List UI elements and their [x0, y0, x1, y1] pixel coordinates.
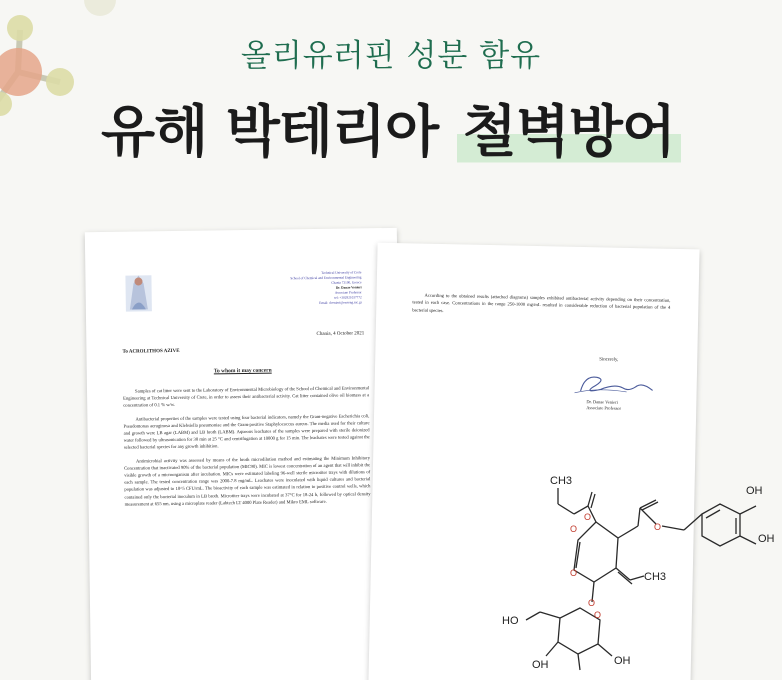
letter-date: Chania, 4 October 2021 — [316, 331, 365, 337]
ch3-label: CH3 — [550, 475, 573, 487]
oxygen-atom: O — [570, 568, 578, 578]
letterhead-line: Technical University of Crete — [321, 270, 362, 275]
letterhead-line: School of Chemical and Environmental Engineering — [290, 275, 362, 281]
letterhead-line: Associate Professor — [334, 290, 362, 295]
headline-main: 유해 박테리아 — [101, 100, 439, 165]
oh-label: OH — [746, 485, 763, 497]
oxygen-atom: O — [588, 598, 596, 608]
letter-closing: Sincerely, — [599, 357, 619, 363]
signer-name: Dr. Danae Venieri — [586, 399, 618, 405]
letter-page-1 — [85, 228, 403, 680]
letterhead — [290, 270, 362, 306]
letter-body — [123, 384, 371, 513]
oh-label: OH — [532, 659, 549, 671]
letterhead-line: Chania 73100, Greece — [331, 280, 362, 285]
ch3-label: CH3 — [644, 571, 667, 583]
oh-label: OH — [614, 655, 631, 667]
oxygen-atom: O — [584, 512, 592, 522]
signer — [586, 399, 621, 412]
headline-highlight: 철벽방어 — [457, 100, 681, 165]
headline — [0, 88, 782, 168]
oxygen-atom: O — [594, 610, 602, 620]
signer-title: Associate Professor — [586, 405, 622, 411]
university-logo — [123, 269, 154, 315]
oh-label: OH — [758, 533, 775, 545]
oxygen-atom: O — [654, 522, 662, 532]
letterhead-line: Email: dvenieri@enveng.tuc.gr — [319, 300, 362, 305]
oxygen-atom: O — [570, 524, 578, 534]
letter-paragraph: According to the obtained results (attached diagrams) samples exhibited antibacterial activity depending on their concentration, tested in each case. Concentrations in the range 250-1000 mg/mL resulted in considerable reduction of bacterial population of the 4 bacterial species. — [412, 292, 671, 313]
letter-recipient: To ACROLITHOS AZIVE — [122, 348, 180, 355]
letter-paragraph: Antimicrobial activity was assessed by means of the broth microdilution method and estimating the Minimum Inhibitory Concentration that inactivated 90% of the bacterial population (MIC90). MIC is lowest concentration of an agent that will inhibit the visible growth of a microorganism after incubation. MICs were estimated labeling 96-well sterile microtiter trays with dilutions of each sample. The tested concentration range was 2000-7.8 mg/mL. Leachates were inoculated with liquid cultures and bacterial population was adjusted to 10^5 CFU/mL. The bioactivity of each sample was estimated in relation to positive control wells, which contained only the bacterial inoculum in LB broth. Microtiter trays were incubated at 37°C for 18-24 h, followed by optical density measurement at 655 nm, using a microplate reader (Labtech LT 4000 Plate Reader) and Mikro EML software. — [124, 454, 371, 507]
handwritten-signature — [566, 369, 657, 401]
letterhead-line: tel: +302821037772 — [334, 295, 362, 300]
oleuropein-structure — [488, 470, 782, 680]
subtitle: 올리유러핀 성분 함유 — [240, 38, 542, 74]
letter-subject: To whom it may concern — [213, 367, 272, 375]
letterhead-line: Dr. Danae Venieri — [335, 285, 362, 290]
letter-paragraph: Samples of cat litter were sent to the Laboratory of Environmental Microbiology of the School of Chemical and Environmental Engineering at Technical University of Crete, in order to assess their antibacterial activity. Cat litter contained olive oil biomass at a concentration of 0.1 % w/w. — [123, 385, 370, 409]
ho-label: HO — [502, 615, 519, 627]
letter-paragraph: Antibacterial properties of the samples were tested using four bacterial indicators, namely the Gram-negative Escherichia coli, Pseudomonas aeruginosa and Klebsiella pneumoniae and the Gram-positive Staphylococcus aureus. The media used for their culture and growth were LB agar (LABM) and LB broth (LABM). Aqueous leachates of the samples were prepared with sterile deionized water followed by ultrasonication for 30 min at 25 °C and centrifugation at 10000 g for 15 min. The leachates were tested against the selected bacterial species for any growth inhibition. — [123, 412, 370, 451]
